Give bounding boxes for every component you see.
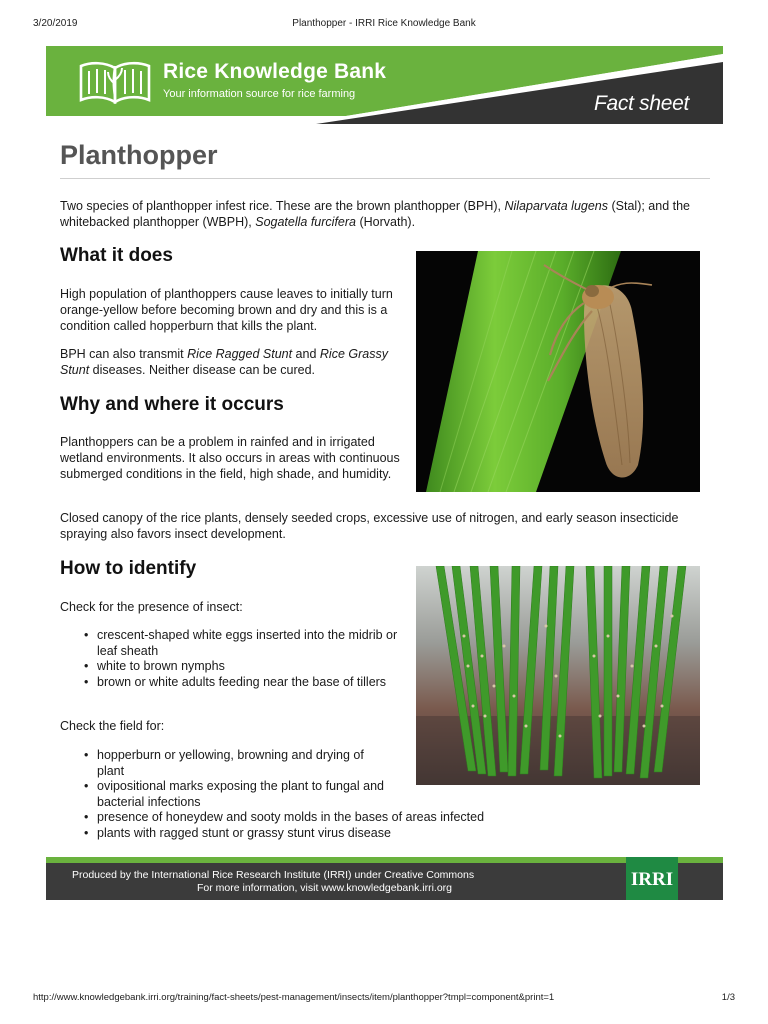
open-book-icon — [77, 58, 153, 104]
fact-sheet-label: Fact sheet — [594, 92, 690, 115]
list-item: • ovipositional marks exposing the plant to fungal and bacterial infections — [97, 779, 385, 810]
heading-what-it-does: What it does — [60, 245, 173, 266]
footer-banner — [46, 857, 723, 900]
species-name-wbph: Sogatella furcifera — [255, 215, 356, 229]
title-divider — [60, 178, 710, 179]
list-item: • brown or white adults feeding near the base of tillers — [97, 675, 412, 691]
species-name-bph: Nilaparvata lugens — [504, 199, 609, 213]
what-it-does-paragraph-1: High population of planthoppers cause leaves to initially turn orange-yellow before becoming brown and dry and this is a condition called hopperburn that kills the plant. — [60, 287, 393, 333]
check-insect-label: Check for the presence of insect: — [60, 600, 243, 614]
irri-logo — [626, 857, 678, 900]
heading-how-to-identify: How to identify — [60, 558, 197, 579]
footer-info-link[interactable]: For more information, visit www.knowledgebank.irri.org — [197, 882, 453, 894]
page-number: 1/3 — [721, 992, 735, 1003]
irri-logo-text: IRRI — [630, 869, 674, 890]
what-it-does-paragraph-2: BPH can also transmit Rice Ragged Stunt and Rice Grassy Stunt diseases. Neither disease can be cured. — [60, 347, 388, 377]
insect-checklist — [60, 628, 412, 690]
print-title: Planthopper - IRRI Rice Knowledge Bank — [292, 18, 476, 29]
list-item: • plants with ragged stunt or grassy stunt virus disease — [97, 826, 557, 842]
intro-paragraph: Two species of planthopper infest rice. These are the brown planthopper (BPH), Nilaparvata lugens (Stal); and the whitebacked planthopper (WBPH), Sogatella furcifera (Horvath). — [60, 199, 691, 229]
list-item: • crescent-shaped white eggs inserted into the midrib or leaf sheath — [97, 628, 412, 659]
why-where-paragraph-2: Closed canopy of the rice plants, densely seeded crops, excessive use of nitrogen, and early season insecticide spraying also favors insect development. — [60, 511, 679, 541]
check-field-label: Check the field for: — [60, 719, 165, 733]
why-where-paragraph-1: Planthoppers can be a problem in rainfed and in irrigated wetland environments. It also occurs in areas with continuous submerged conditions in the field, high shade, and humidity. — [60, 435, 400, 481]
footer-credit-line: Produced by the International Rice Research Institute (IRRI) under Creative Commons — [72, 869, 475, 881]
brand-name: Rice Knowledge Bank — [163, 60, 387, 83]
list-item: • hopperburn or yellowing, browning and drying of plant — [97, 748, 385, 779]
page-title: Planthopper — [60, 140, 218, 170]
print-date: 3/20/2019 — [33, 18, 78, 29]
print-url: http://www.knowledgebank.irri.org/training/fact-sheets/pest-management/insects/item/planthopper?tmpl=component&print=1 — [33, 992, 555, 1003]
list-item: • white to brown nymphs — [97, 659, 412, 675]
planthopper-photo — [416, 251, 700, 492]
site-banner — [46, 46, 723, 124]
footer-accent-strip — [46, 857, 723, 863]
field-checklist — [60, 748, 557, 841]
list-item: • presence of honeydew and sooty molds in the bases of areas infected — [97, 810, 557, 826]
brand-tagline: Your information source for rice farming — [163, 88, 356, 100]
heading-why-and-where: Why and where it occurs — [60, 394, 284, 415]
